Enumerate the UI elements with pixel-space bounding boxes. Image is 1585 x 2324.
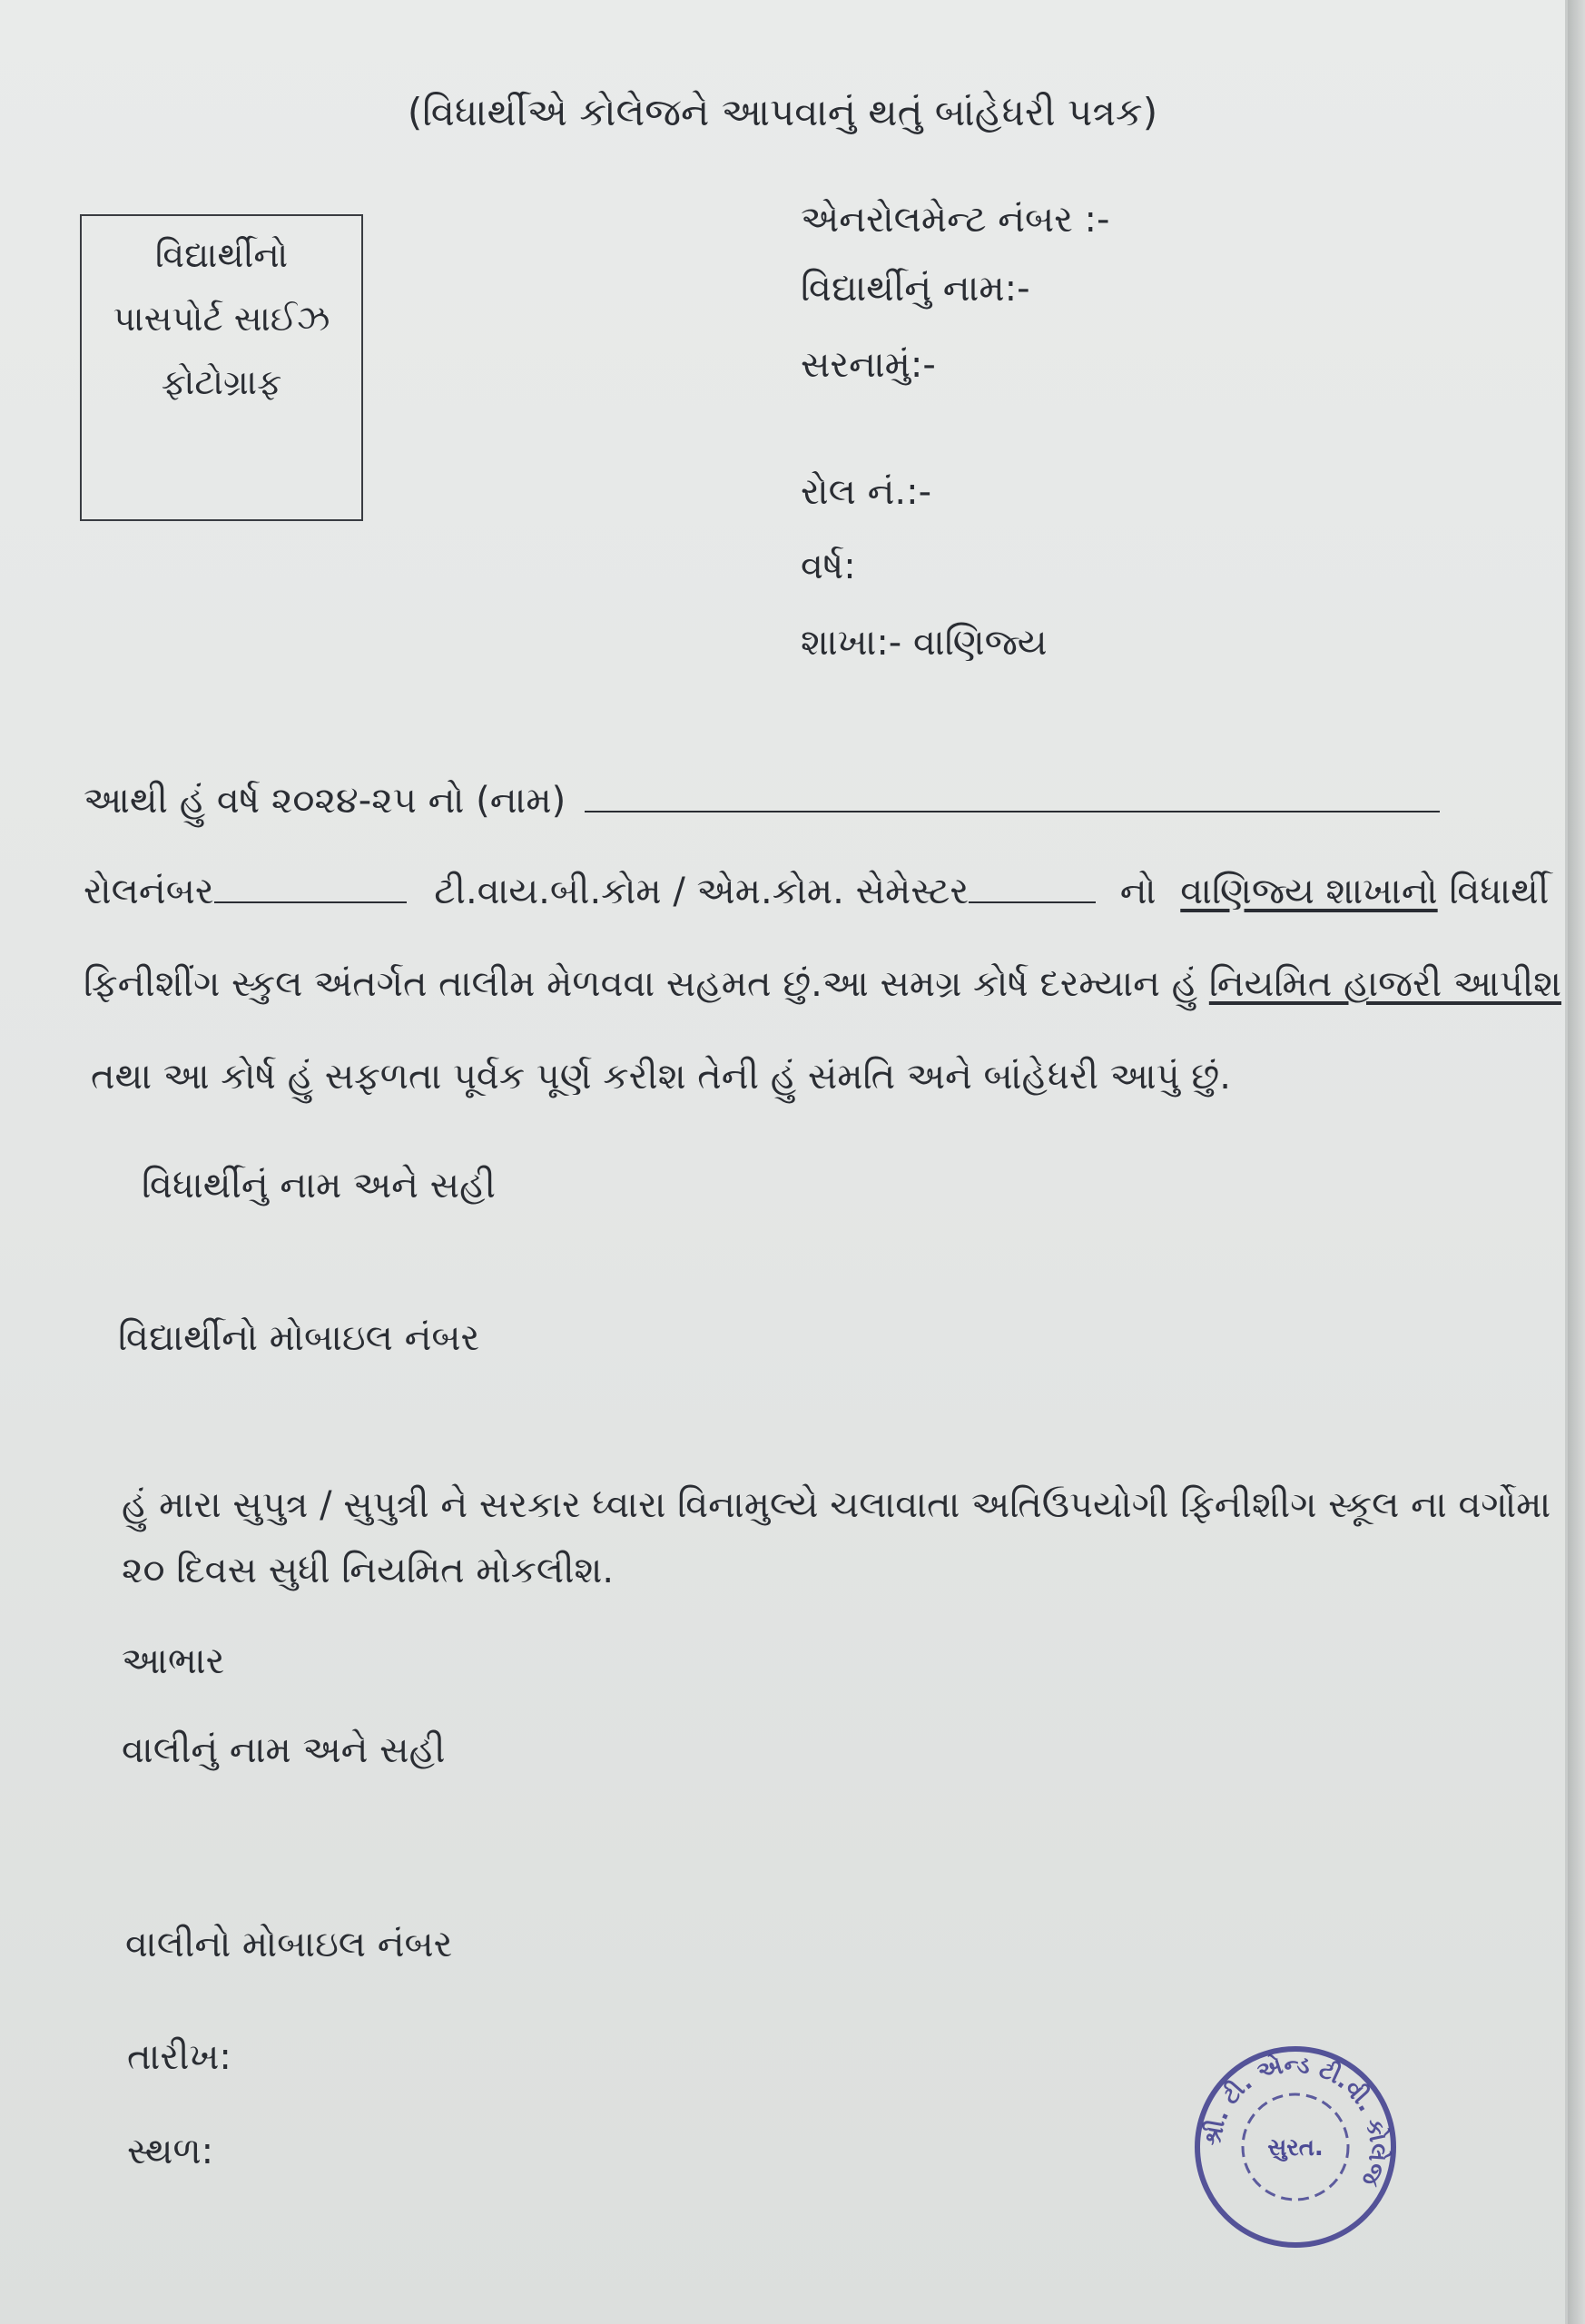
no-label: નો [1119,871,1157,912]
roll-no-label: રોલ નં.:- [801,471,932,513]
parent-signature-label: વાલીનું નામ અને સહી [122,1729,446,1771]
parent-mobile-label: વાલીનો મોબાઇલ નંબર [125,1924,453,1965]
branch-underlined: વાણિજ્ય શાખાનો [1180,871,1438,912]
name-blank[interactable] [585,783,1440,812]
place-label: સ્થળ: [127,2131,214,2172]
declaration-line-4: તથા આ કોર્ષ હું સફળતા પૂર્વક પૂર્ણ કરીશ તેની હું સંમતિ અને બાંહેધરી આપું છું. [91,1056,1231,1098]
rollnumber-label: રોલનંબર [84,871,214,912]
declaration-line-3 [84,962,1561,1006]
seal-ring-text: શ્રી. ટી. એન્ડ ટી.વી. કોલેજ [1199,2051,1392,2190]
photo-label-line2: પાસપોર્ટ સાઈઝ [113,299,330,339]
photo-label-line1: વિદ્યાર્થીનો [154,235,289,275]
photo-label-line3: ફોટોગ્રાફ [161,362,282,402]
address-label: સરનામું:- [801,344,936,386]
declaration-line-2 [84,870,1549,913]
thanks-label: આભાર [122,1640,225,1682]
student-mobile-label: વિદ્યાર્થીનો મોબાઇલ નંબર [118,1317,480,1359]
form-title: (વિધાર્થીએ કોલેજને આપવાનું થતું બાંહેધરી પત્રક) [407,90,1158,134]
declaration-line-1 [84,779,1440,822]
student-signature-label: વિધાર્થીનું નામ અને સહી [142,1165,496,1206]
declaration-intro: આથી હું વર્ષ ૨૦૨૪-૨૫ નો (નામ) [84,780,566,822]
college-seal-stamp [1191,2043,1400,2251]
student-word: વિધાર્થી [1449,871,1550,912]
regular-attendance-underlined: નિયમિત હાજરી આપીશ [1208,963,1561,1005]
student-name-label: વિદ્યાર્થીનું નામ:- [801,268,1030,310]
declaration-line-3-text: ફિનીશીંગ સ્કુલ અંતર્ગત તાલીમ મેળવવા સહમત છું.આ સમગ્ર કોર્ષ દરમ્યાન હું [84,963,1198,1005]
branch-label: શાખા:- વાણિજ્ય [801,622,1048,664]
parent-declaration-line-1: હું મારા સુપુત્ર / સુપુત્રી ને સરકાર ધ્વારા વિનામુલ્યે ચલાવાતા અતિઉપયોગી ફિનીશીગ સ્કૂલ ના વર્ગોમા [122,1484,1551,1526]
semester-blank[interactable] [969,874,1096,903]
year-label: વર્ષ: [801,546,856,587]
page-edge [1568,0,1585,2324]
rollnumber-blank[interactable] [214,874,407,903]
seal-center-text: સુરત. [1267,2134,1324,2162]
enrollment-label: એનરોલમેન્ટ નંબર :- [801,199,1110,241]
course-label: ટી.વાય.બી.કોમ / એમ.કોમ. સેમેસ્ટર [434,871,970,912]
photo-placeholder-box [80,214,363,521]
parent-declaration-line-2: ૨૦ દિવસ સુધી નિયમિત મોકલીશ. [122,1550,615,1591]
date-label: તારીખ: [127,2036,231,2078]
